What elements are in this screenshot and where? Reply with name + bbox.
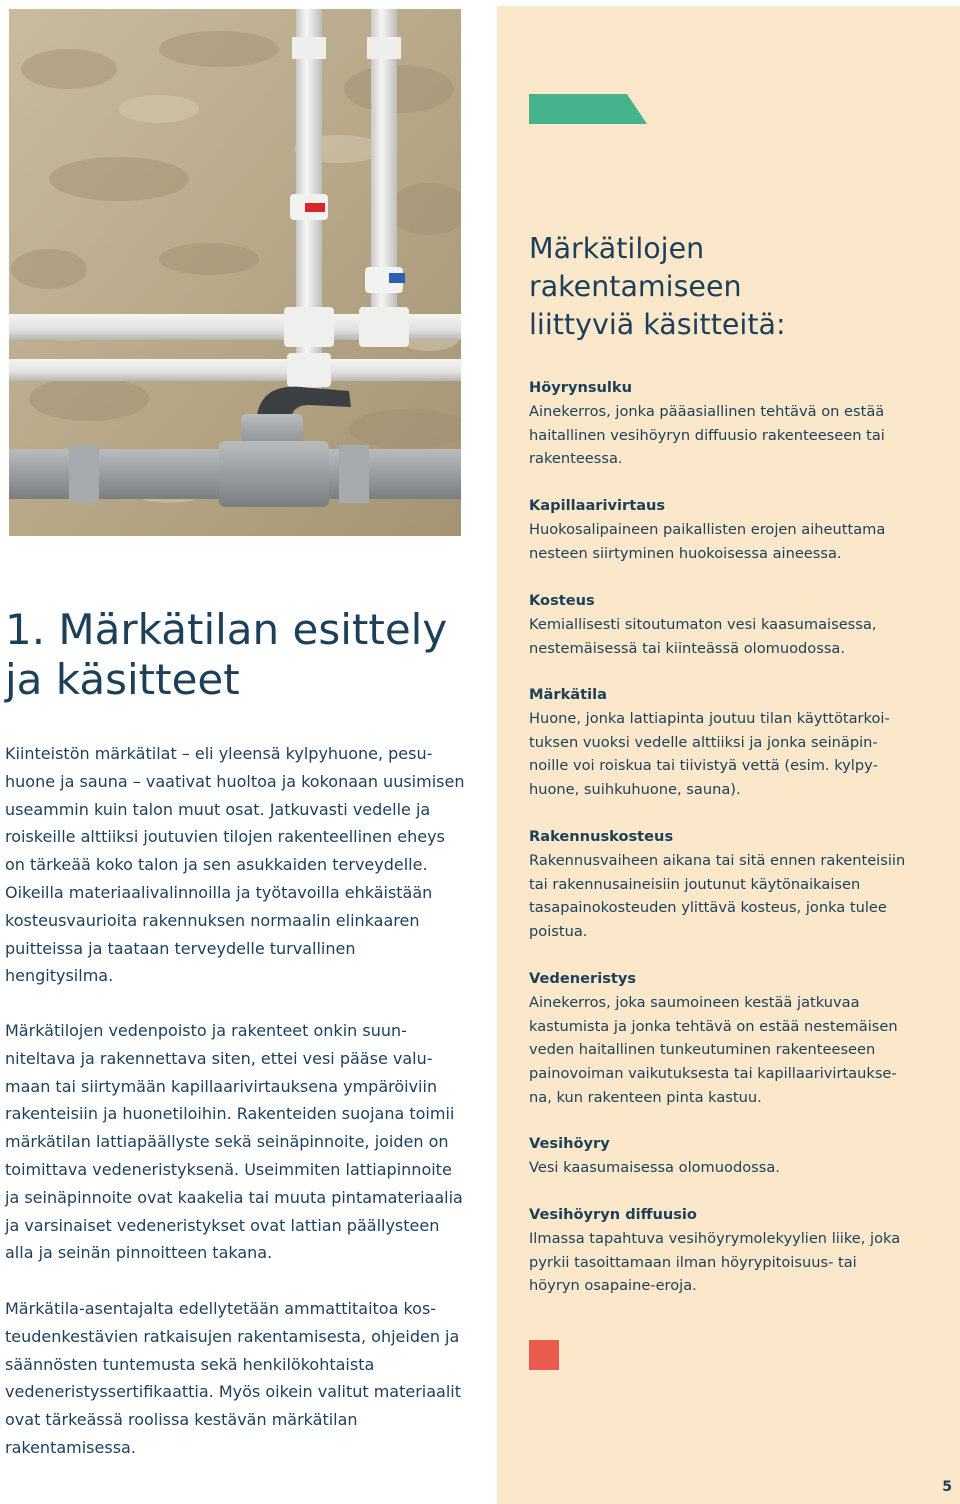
term-kosteus <box>529 589 909 660</box>
term-name: Vesihöyryn diffuusio <box>529 1206 697 1223</box>
term-definition: Huone, jonka lattiapinta joutuu tilan käyttötarkoituksen vuoksi vedelle alttiiksi ja jonka seinäpinnoille voi roiskua tai tiivistyä vettä (esim. kylpyhuone, suihkuhuone, sauna). <box>529 709 890 799</box>
term-definition: Ilmassa tapahtuva vesihöyrymolekyylien liike, joka pyrkii tasoittamaan ilman höyrypitoisuus- tai höyryn osapaine-eroja. <box>529 1229 901 1295</box>
term-markatila <box>529 683 909 802</box>
term-definition: Kemiallisesti sitoutumaton vesi kaasumaisessa, nestemäisessä tai kiinteässä olomuodossa. <box>529 615 877 657</box>
term-name: Rakennuskosteus <box>529 828 674 845</box>
term-vesihoyry <box>529 1132 909 1180</box>
term-kapillaarivirtaus <box>529 494 909 565</box>
term-rakennuskosteus <box>529 825 909 944</box>
heading-line-2: ja käsitteet <box>5 655 240 704</box>
heading-line-1: 1. Märkätilan esittely <box>5 605 448 654</box>
installer-paragraph: Märkätila-asentajalta edellytetään ammattitaitoa kosteudenkestävien ratkaisujen rakentamisesta, ohjeiden ja säännösten tuntemusta sekä henkilökohtaista vedeneristyssertifikaattia. Myös oikein valitut materiaalit ovat tärkeässä roolissa kestävän märkätilan rakentamisessa. <box>5 1299 462 1457</box>
term-name: Märkätila <box>529 686 607 703</box>
term-vedeneristys <box>529 967 909 1110</box>
term-name: Höyrynsulku <box>529 379 633 396</box>
intro-paragraph: Kiinteistön märkätilat – eli yleensä kylpyhuone, pesuhuone ja sauna – vaativat huoltoa ja kokonaan uusimisen useammin kuin talon muut osat. Jatkuvasti vedelle ja roiskeille alttiiksi joutuvien tilojen rakenteellinen eheys on tärkeää koko talon ja sen asukkaiden terveydelle. Oikeilla materiaalivalinnoilla ja työtavoilla ehkäistään kosteusvaurioita rakennuksen normaalin elinkaaren puitteissa ja taataan terveydelle turvallinen hengitysilma. <box>5 744 465 986</box>
term-definition: Vesi kaasumaisessa olomuodossa. <box>529 1158 780 1176</box>
drainage-paragraph: Märkätilojen vedenpoisto ja rakenteet onkin suunniteltava ja rakennettava siten, ettei vesi pääse valumaan tai siirtymään kapillaarivirtauksena ympäröiviin rakenteisiin ja huonetiloihin. Rakenteiden suojana toimii märkätilan lattiapäällyste sekä seinäpinnoite, joiden on toimittava vedeneristyksenä. Useimmiten lattiapinnoite ja seinäpinnoite ovat kaakelia tai muuta pintamateriaalia ja varsinaiset vedeneristykset ovat lattian päällysteen alla ja seinän pinnoitteen takana. <box>5 1021 463 1263</box>
red-accent-square <box>529 1340 559 1370</box>
term-hoyrynsulku <box>529 376 909 471</box>
glossary-title-line-3: liittyviä käsitteitä: <box>529 308 786 341</box>
term-name: Kapillaarivirtaus <box>529 497 666 514</box>
term-name: Vesihöyry <box>529 1135 610 1152</box>
term-definition: Rakennusvaiheen aikana tai sitä ennen rakenteisiin tai rakennusaineisiin joutunut käytönaikaisen tasapainokosteuden ylittävä kosteus, jonka tulee poistua. <box>529 851 906 941</box>
glossary-title <box>529 230 949 344</box>
glossary-title-line-2: rakentamiseen <box>529 270 742 303</box>
term-definition: Ainekerros, joka saumoineen kestää jatkuvaa kastumista ja jonka tehtävä on estää nestemäisen veden haitallinen tunkeutuminen rakenteeseen painovoiman vaikutuksesta tai kapillaarivirtauksena, kun rakenteen pinta kastuu. <box>529 993 898 1106</box>
term-definition: Huokosalipaineen paikallisten erojen aiheuttama nesteen siirtyminen huokoisessa aineessa. <box>529 520 886 562</box>
glossary-title-line-1: Märkätilojen <box>529 232 705 265</box>
term-vesihoyryn-diffuusio <box>529 1203 909 1298</box>
section-heading <box>5 605 475 705</box>
term-name: Kosteus <box>529 592 595 609</box>
plumbing-pipes-photo <box>9 9 461 536</box>
page-number: 5 <box>942 1479 952 1495</box>
teal-accent-shape <box>529 94 647 124</box>
term-name: Vedeneristys <box>529 970 637 987</box>
glossary-panel <box>497 6 960 1504</box>
term-definition: Ainekerros, jonka pääasiallinen tehtävä on estää haitallinen vesihöyryn diffuusio rakenteeseen tai rakenteessa. <box>529 402 885 468</box>
